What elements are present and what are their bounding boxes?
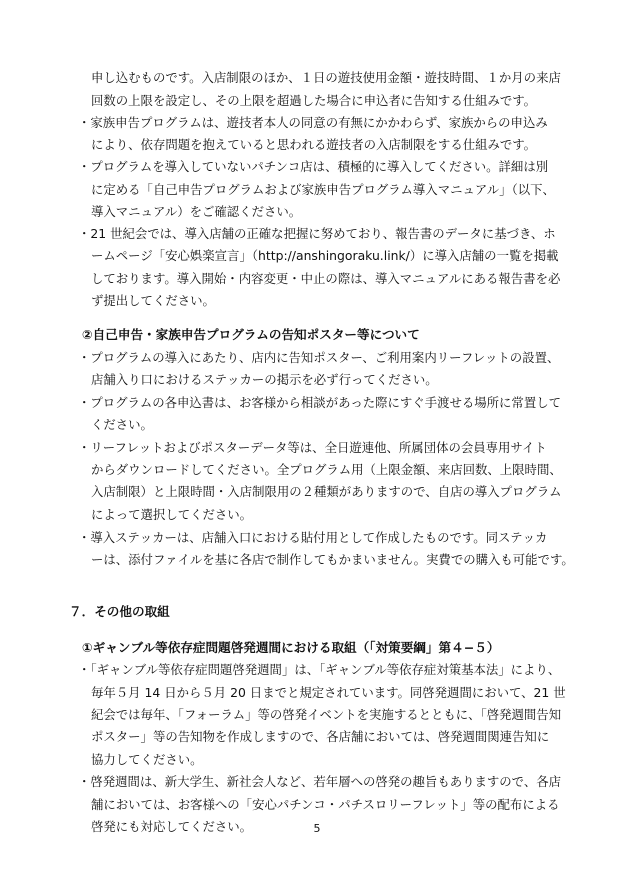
text-line: ームページ「安心娯楽宣言」（http://anshingoraku.link/）に導入店舗の一覧を掲載	[91, 248, 559, 263]
text-line: 紀会では毎年、「フォーラム」等の啓発イベントを実施するとともに、「啓発週間告知	[91, 707, 562, 722]
text-line: に定める「自己申告プログラムおよび家族申告プログラム導入マニュアル」（以下、	[91, 182, 555, 197]
text-line: 協力してください。	[91, 752, 203, 767]
text-line: ず提出してください。	[91, 293, 215, 308]
bullet-line: ・導入ステッカーは、店舗入口における貼付用として作成したものです。同ステッカ	[78, 530, 548, 545]
bullet-line: ・プログラムの各申込書は、お客様から相談があった際にすぐ手渡せる場所に常置して	[78, 395, 561, 410]
bullet-line: ・「ギャンブル等依存症問題啓発週間」は、「ギャンブル等依存症対策基本法」により、	[78, 662, 561, 677]
bullet-line: ・プログラムを導入していないパチンコ店は、積極的に導入してください。詳細は別	[78, 159, 549, 174]
chapter-heading: ７．その他の取組	[69, 604, 170, 619]
section-heading: ②自己申告・家族申告プログラムの告知ポスター等について	[82, 327, 420, 342]
text-line: ーは、添付ファイルを基に各店で制作してもかまいません。実費での購入も可能です。	[91, 552, 574, 567]
page-number: 5	[313, 822, 321, 835]
text-line: 回数の上限を設定し、その上限を超過した場合に申込者に告知する仕組みです。	[91, 93, 537, 108]
text-line: によって選択してください。	[91, 507, 253, 522]
text-line: 啓発にも対応してください。	[91, 819, 253, 834]
text-line: ください。	[91, 417, 153, 432]
text-line: 舗においては、お客様への「安心パチンコ・パチスロリーフレット」等の配布による	[91, 797, 560, 812]
bullet-line: ・リーフレットおよびポスターデータ等は、全日遊連他、所属団体の会員専用サイト	[78, 440, 547, 455]
section-heading: ①ギャンブル等依存症問題啓発週間における取組（「対策要綱」第４−５）	[82, 640, 500, 655]
bullet-line: ・プログラムの導入にあたり、店内に告知ポスター、ご利用案内リーフレットの設置、	[78, 350, 560, 365]
bullet-line: ・啓発週間は、新大学生、新社会人など、若年層への啓発の趣旨もありますので、各店	[78, 774, 561, 789]
text-line: 店舗入り口におけるステッカーの掲示を必ず行ってください。	[91, 372, 438, 387]
text-line: 申し込むものです。入店制限のほか、１日の遊技使用金額・遊技時間、１か月の来店	[91, 70, 561, 85]
text-line: 毎年５月 14 日から５月 20 日までと規定されています。同啓発週間において、21 世	[91, 685, 566, 700]
text-line: からダウンロードしてください。全プログラム用（上限金額、来店回数、上限時間、	[91, 462, 562, 477]
text-line: 入店制限）と上限時間・入店制限用の２種類がありますので、自店の導入プログラム	[91, 484, 562, 499]
text-line: により、依存問題を抱えていると思われる遊技者の入店制限をする仕組みです。	[91, 137, 537, 152]
bullet-line: ・21 世紀会では、導入店舗の正確な把握に努めており、報告書のデータに基づき、ホ	[78, 226, 556, 241]
text-line: ポスター」等の告知物を作成しますので、各店舗においては、啓発週間関連告知に	[91, 729, 550, 744]
text-line: 導入マニュアル）をご確認ください。	[91, 204, 302, 219]
text-line: しております。導入開始・内容変更・中止の際は、導入マニュアルにある報告書を必	[91, 271, 561, 286]
bullet-line: ・家族申告プログラムは、遊技者本人の同意の有無にかかわらず、家族からの申込み	[78, 115, 548, 130]
